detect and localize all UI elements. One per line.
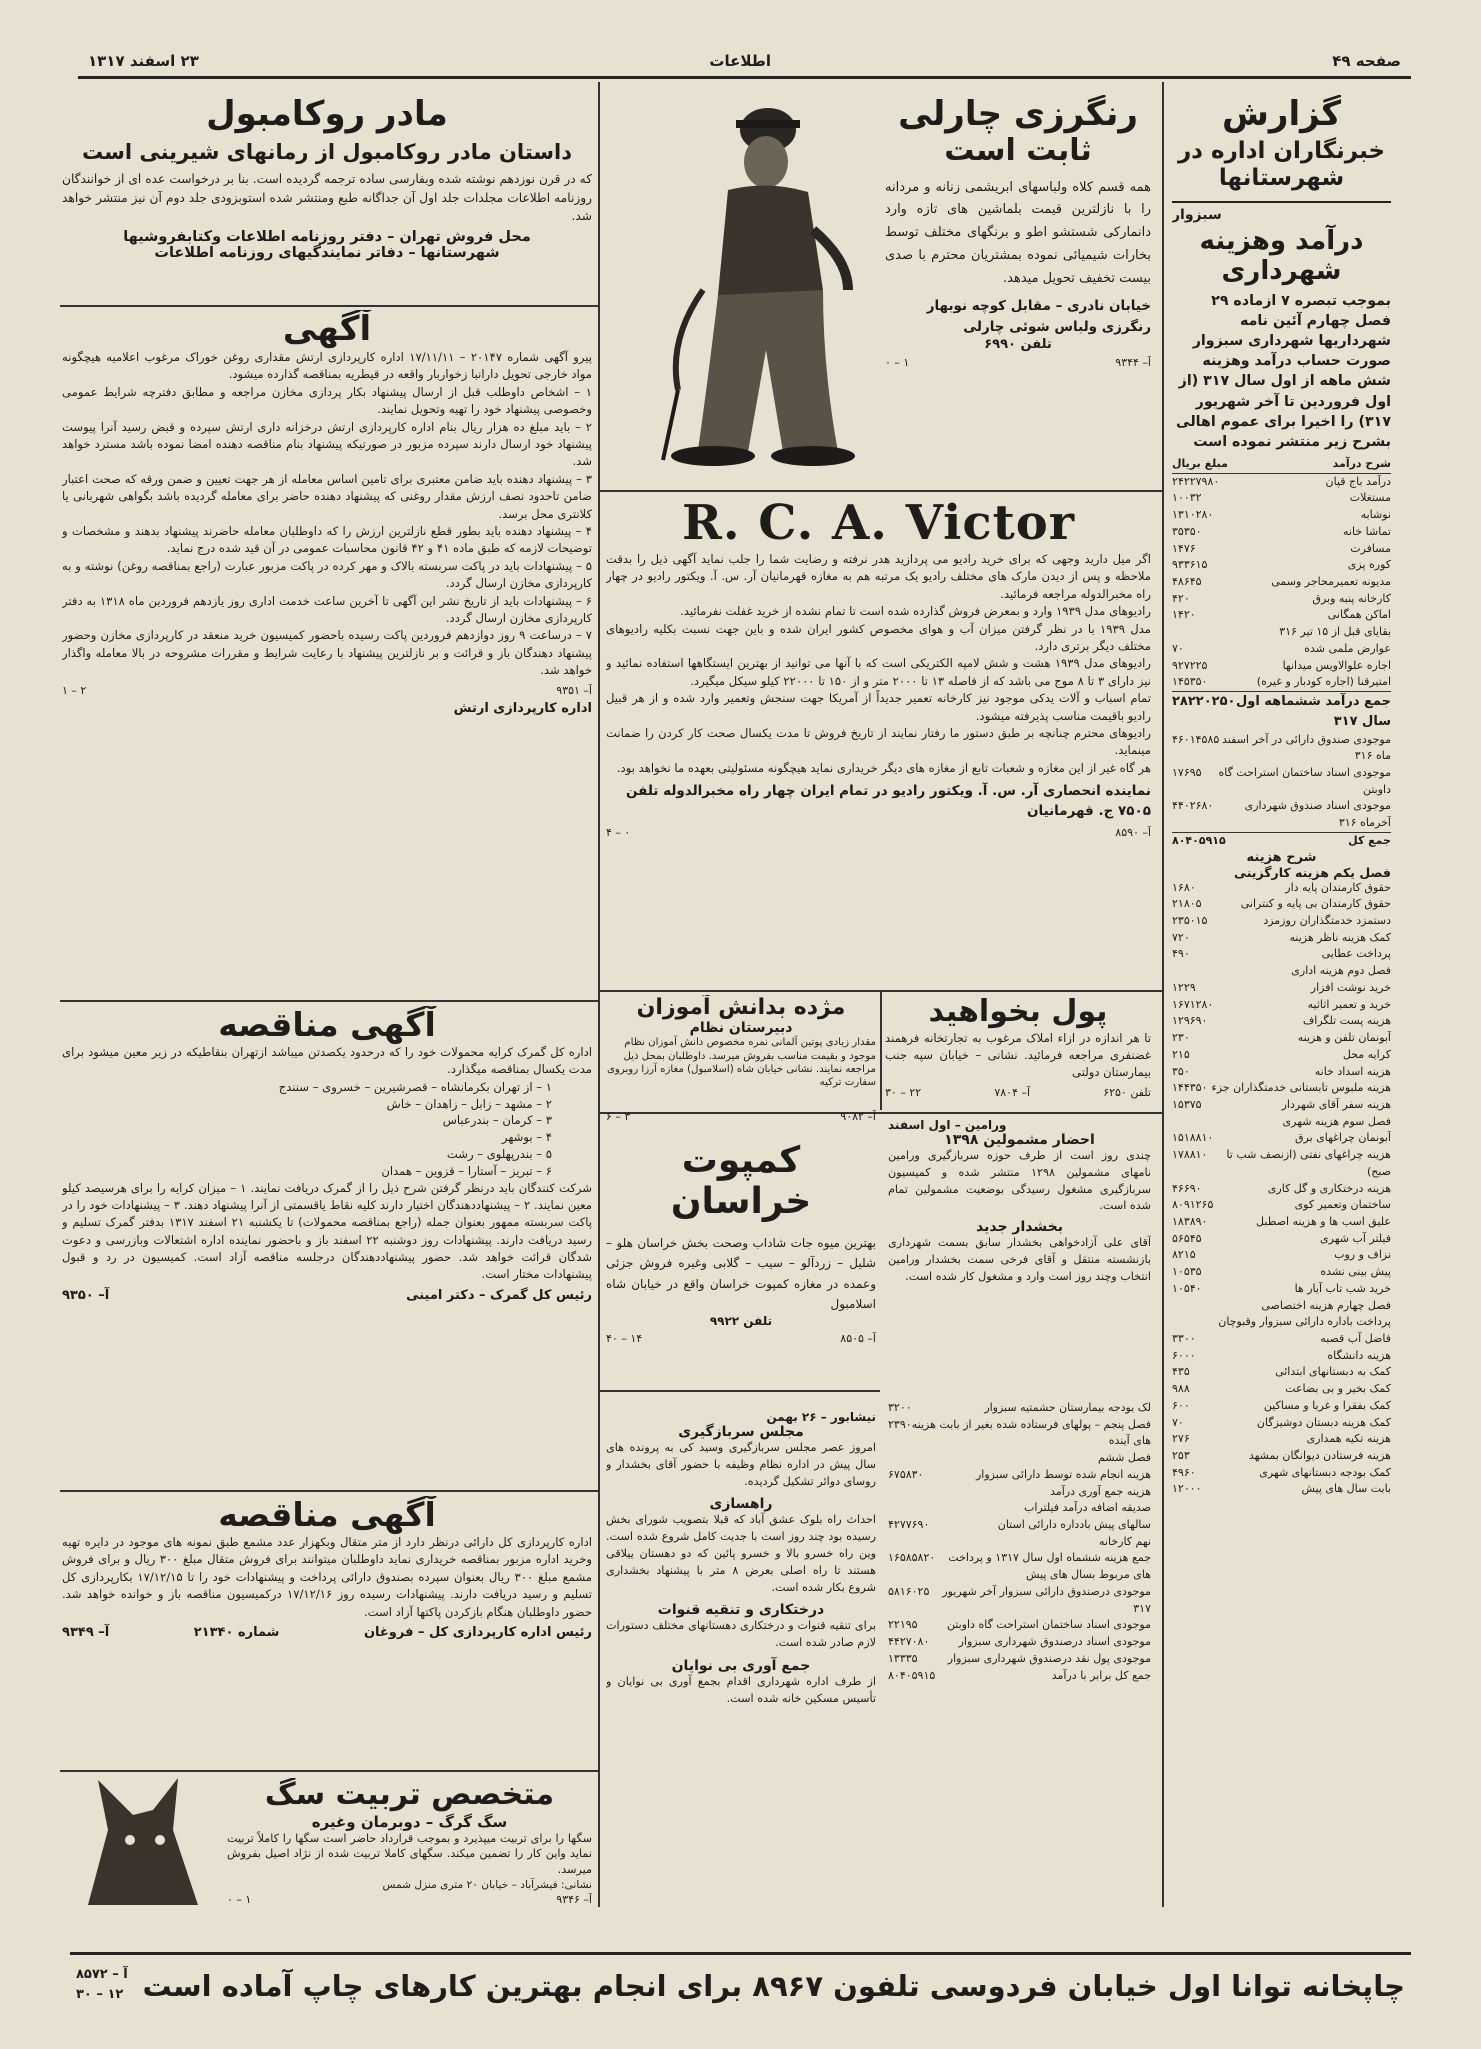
table-row: موجودی اسناد درصندوق شهرداری سبزوار ۴۴۲۷۰۸۰: [888, 1635, 1151, 1649]
footer-ad: [70, 1952, 1411, 2029]
table-row: کارخانه پنبه وبرق ۴۲۰: [1172, 591, 1391, 605]
section-rule: [60, 1000, 598, 1002]
dateline: سبزوار: [1172, 206, 1222, 223]
paragraph: ۳ – پیشنهاد دهنده باید ضامن معتبری برای تامین اساس معامله از هر جهت تعیین و ضمن ورقه که صحت اعتبار ضامن تاحدود نصف ارزش مقدار روغنی که پیشنهاد دهنده حاضر برای معامله گردیده باشد بگواهی شهربانی یا کلانتری محل برسد.: [62, 471, 592, 521]
rocambole-ad: مادر روکامبول داستان مادر روکامبول از رمانهای شیرینی است که در قرن نوزدهم نوشته شده وبفارسی ساده ترجمه گردیده است. بنا بر درخواست عده ای از خوانندگان روزنامه اطلاعات مجلدات جلد اول آن جداگانه طبع ومنتشر شده استوبزودی جلد دوم آن نیز منتشر خواهد شد. محل فروش تهران – دفتر روزنامه اطلاعات وکتابفروشیها شهرستانها – دفاتر نمایندگیهای روزنامه اطلاعات: [62, 95, 592, 262]
income-table: [1172, 474, 1391, 691]
ad-ref: آ– ۸۵۹۰ ۰ – ۴: [606, 825, 1151, 839]
table-row: هزینه فرستادن دیوانگان بمشهد ۲۵۳: [1172, 1449, 1391, 1463]
table-row: مستغلات ۱۰۰۳۲: [1172, 491, 1391, 505]
table-row: آبونمان تلفن و هزینه ۲۳۰: [1172, 1031, 1391, 1045]
table-row: سالهای پیش بادداره دارائی استان ۴۲۷۷۶۹۰: [888, 1518, 1151, 1532]
table-row: نزاف و روب ۸۲۱۵: [1172, 1248, 1391, 1262]
rca-ad: R. C. A. Victor اگر میل دارید وجهی که برای خرید رادیو می پردازید هدر نرفته و رضایت شما را جلب نماید آگهی ذیل را بدقت ملاحظه و پس از دیدن مارک های مختلف رادیو یک مرتبه هم به مغازه قهرمانیان آر. س. آ. ویکتور رادیو در چهار راه مخبرالدوله مراجعه فرمائید. رادیوهای مدل ۱۹۳۹ وارد و بمعرض فروش گذارده شده است تا تمام نشده از خرید غفلت نفرمائید. مدل ۱۹۳۹ با در نظر گرفتن میزان آب و هوای مخصوص کشور ایران شده و باین جهت نسبت بکلیه رادیوهای مختلف دیگر برتری دارد. رادیوهای مدل ۱۹۳۹ هشت و شش لامپه الکتریکی است که با آنها می توانید از بهترین ایستگاهها استفاده نمائید و نیز دارای ۳ تا ۸ موج می باشد که از فاصله ۱۳ تا ۲۰۰۰ متر و از ۱۵۰ تا ۲۲۰۰۰ کیلو سیکل میگیرد. تمام اسباب و آلات یدکی موجود نیز کارخانه تعمیر جدیداً از آمریکا جهت سنجش وتعمیر وارد شده و از هر قبیل رادیو باقیمت مناسب پذیرفته میشود. رادیوهای محترم چنانچه بر طبق دستور ما رفتار نمایند از تاریخ فروش تا مدت یکسال صحت کار کردن را ضمانت مینماید. هر گاه غیر از این مغازه و شعبات تابع از مغازه های دیگر خریداری نماید هیچگونه مسئولیتی بعهده ما نخواهد بود. نماینده انحصاری آر. س. آ. ویکتور رادیو در تمام ایران چهار راه مخبرالدوله تلفن ۷۵۰۵ ج. قهرمانیان آ– ۸۵۹۰ ۰ – ۴: [606, 495, 1151, 839]
army-body: [62, 349, 592, 679]
section-rule: [598, 990, 1162, 992]
section-rule: [60, 305, 598, 307]
paragraph: ۴ – پیشنهاد دهنده باید بطور قطع نازلترین ارزش را که داوطلبان معامله حاضرند پیشنهاد بدهند و مشخصات و توضیحات لازمه که طبق ماده ۴۱ و ۴۲ قانون محاسبات عمومی در آن قید شده درج نماید.: [62, 524, 592, 556]
ad-ref: آ– ۸۵۰۵ ۱۴ – ۴۰: [606, 1332, 876, 1346]
table-row: فیلتر آب شهری ۵۶۵۴۵: [1172, 1231, 1391, 1245]
signature: رئیس کل گمرک – دکتر امینی آ– ۹۳۵۰: [62, 1287, 592, 1303]
table-row: درآمد باج قپان ۲۴۲۲۷۹۸۰: [1172, 474, 1391, 488]
student-title: مژده بدانش آموزان: [636, 995, 846, 1020]
table-row: لک بودجه بیمارستان حشمتیه سبزوار ۳۲۰۰: [888, 1401, 1151, 1414]
table-row: موجودی صندوق دارائی در آخر اسفند ماه ۳۱۶ ۴۶۰۱۴۵۸۵: [1172, 732, 1391, 763]
table-row: هزینه سفر آقای شهردار ۱۵۳۷۵: [1172, 1097, 1391, 1111]
dog-icon: [68, 1778, 218, 1908]
chaplin-figure-icon: [608, 90, 878, 482]
continued-table: [888, 1400, 1151, 1684]
expense-title: شرح هزینه: [1246, 849, 1317, 865]
table-row: مدیونه تعمیرمحاجر وسمی ۴۸۶۴۵: [1172, 575, 1391, 589]
list-item: ۵ – بندرپهلوی – رشت: [446, 1146, 552, 1161]
income-total: جمع درآمد ششماهه اول سال ۳۱۷ ۲۸۲۲۰۲۵۰: [1172, 691, 1391, 732]
charlie-address: خیابان نادری – مقابل کوچه نوبهار رنگرزی ولباس شوئی چارلی: [926, 298, 1151, 335]
khorasan-title: کمپوت خراسان: [670, 1140, 812, 1223]
ad-ref: آ– ۹۳۴۶ ۱ – ۰: [227, 1892, 592, 1906]
paragraph: پیرو آگهی شماره ۲۰۱۴۷ – ۱۷/۱۱/۱۱ اداره کارپردازی ارتش مقداری روغن خوراک مرغوب اعلامیه هیچگونه مواد خارجی تحویل دارانبا زخواربار واقعه در قیطریه بمناقصه گذارده میشود.: [62, 350, 592, 382]
report-intro: بموجب تبصره ۷ ازماده ۲۹ فصل چهارم آئین نامه شهرداریها شهرداری سبزوار صورت حساب درآمد وهزینه شش ماهه از اول سال ۳۱۷ (از اول فروردین تا آخر شهریور ۳۱۷) را اخیرا برای عموم اهالی بشرح زیر منتشر نموده است: [1176, 292, 1391, 450]
table-row: هزینه انجام شده توسط دارائی سبزوار ۶۷۵۸۳۰: [888, 1467, 1151, 1481]
balance-table: [1172, 732, 1391, 832]
list-item: ۱ – از تهران بکرمانشاه – قصرشیرین – خسروی – سنندج: [278, 1079, 552, 1094]
charlie-ad: [885, 95, 1151, 485]
table-row: کمک بفقرا و غربا و مساکین ۶۰۰: [1172, 1398, 1391, 1412]
grand-total: جمع کل ۸۰۴۰۵۹۱۵: [1172, 832, 1391, 850]
table-row: موجودی اسناد صندوق شهرداری آخرماه ۳۱۶ ۴۴۰۲۶۸۰: [1172, 799, 1391, 830]
table-row: موجودی اسناد ساختمان استراحت گاه داوبتن ۲۲۱۹۵: [888, 1618, 1151, 1632]
section-rule: [60, 1770, 598, 1772]
table-row: فصل چهارم هزینه اختصاصی: [1261, 1298, 1391, 1312]
expense-table: [1172, 880, 1391, 1499]
varamin-news: ورامین – اول اسفند احضار مشمولین ۱۳۹۸ چندی روز است از طرف حوزه سربازگیری ورامین نامهای مشمولین ۱۲۹۸ منتشر شده و کمیسیون سربازگیری مشغول رسیدگی بوضعیت مشمولین تمام شده است. بخشدار جدید آقای علی آزادخواهی بخشدار سابق بسمت شهرداری بازنشسته منتقل و آقای فرخی سمت بخشدار ورامین انتخاب وچند روز است وارد و مشغول کار شده است.: [888, 1118, 1151, 1283]
charlie-subtitle: ثابت است: [944, 133, 1092, 169]
table-row: فصل پنجم – پولهای فرستاده شده بغیر از بابت هزینه های آینده ۲۳۹۰: [888, 1417, 1151, 1448]
army-title: آگهی: [282, 310, 372, 349]
section-rule: [598, 490, 1162, 492]
sabzevar-continued: [888, 1400, 1151, 1905]
table-row: موجودی اسناد ساختمان استراحت گاه داوبتن ۱۷۶۹۵: [1172, 766, 1391, 796]
list-item: ۳ – کرمان – بندرعباس: [442, 1113, 552, 1128]
student-ref: آ– ۹۰۸۲ ۳ – ۶: [606, 1110, 876, 1123]
expense-section: فصل یکم هزینه کارگزینی: [1234, 864, 1391, 880]
table-row: اجاره علوالاویس میدانها ۹۲۷۲۲۵: [1172, 658, 1391, 672]
rocambole-title: مادر روکامبول: [206, 95, 448, 134]
table-row: پرداخت باداره دارائی سبزوار وقبوچان: [1218, 1315, 1391, 1329]
list-item: ۴ – بوشهر: [501, 1130, 552, 1145]
list-item: ۶ – تبریز – آستارا – قزوین – همدان: [381, 1163, 552, 1178]
table-row: مسافرت ۱۴۷۶: [1172, 541, 1391, 555]
table-row: فاضل آب قصبه ۳۳۰۰: [1172, 1332, 1391, 1345]
table-row: تماشا خانه ۳۵۳۵۰: [1172, 524, 1391, 538]
table-row: فصل سوم هزینه شهری: [1282, 1114, 1391, 1128]
paper-name: اطلاعات: [709, 52, 771, 70]
table-row: حقوق کارمندان پایه دار ۱۶۸۰: [1172, 880, 1391, 894]
table-row: کمک بخیر و بی بضاعت ۹۸۸: [1172, 1382, 1391, 1396]
table-row: هزینه ملبوس تابستانی خدمتگذاران جزء ۱۴۴۳۵۰: [1172, 1081, 1391, 1095]
table-row: جمع هزینه ششماه اول سال ۱۳۱۷ و پرداخت های مربوط بسال های پیش ۱۶۵۸۵۸۲۰: [888, 1551, 1151, 1582]
table-row: صدیقه اضافه درآمد فیلتراب: [1024, 1501, 1151, 1515]
table-row: فصل دوم هزینه اداری: [1291, 964, 1391, 978]
table-row: هزینه دانشگاه ۶۰۰۰: [1172, 1348, 1391, 1362]
column-rule: [598, 82, 600, 1907]
paragraph: ۵ – پیشنهادات باید در پاکت سربسته بالاک و مهر کرده در پاکت مزبور عبارت (راجع بمناقصه روغن) نوشته و به کارپردازی مخازن ارسال گردد.: [62, 558, 592, 591]
table-row: اماکن همگانی ۱۴۲۰: [1172, 608, 1391, 622]
customs-title: آگهی مناقصه: [218, 1006, 436, 1044]
paragraph: ۶ – پیشنهادات باید از تاریخ نشر این آگهی تا آخرین ساعت خدمت اداری روز یازدهم فروردین ماه ۱۳۱۸ به دفتر کارپردازی مخازن ارسال گردد.: [62, 593, 592, 625]
table-row: آبونمان چراغهای برق ۱۵۱۸۸۱۰: [1172, 1131, 1391, 1145]
table-row: کمک بودجه دبستانهای شهری ۴۹۶۰: [1172, 1465, 1391, 1479]
rca-brand: R. C. A. Victor: [681, 495, 1076, 551]
tender-title: آگهی مناقصه: [218, 1496, 436, 1534]
table-row: کمک هزینه ناظر هزینه ۷۲۰: [1172, 930, 1391, 944]
paragraph: ۱ – اشخاص داوطلب قبل از ارسال پیشنهاد بکار پردازی مخازن مراجعه و مطابق دفترچه شرایط عمومی وخصوصی پیشنهاد خود را تهیه وتحویل نمایند.: [62, 384, 592, 417]
table-row: بابت سال های پیش ۱۲۰۰۰: [1172, 1482, 1391, 1496]
headline: درآمد وهزینه شهرداری: [1199, 225, 1364, 286]
paragraph: ۷ – درساعت ۹ روز دوازدهم فروردین پاکت رسیده باحضور کمیسیون خرید منعقد در کارپردازی مخازن وحضور پیشنهاد دهندگان باز و قرائت و بر نازلترین پیشنهاد با رعایت شرایط و مقررات مشروحه در بالا معامله واگذار خواهد شد.: [62, 628, 592, 678]
table-header: شرح درآمد مبلغ بریال: [1172, 456, 1391, 474]
table-row: علیق اسب ها و هزینه اصطبل ۱۸۳۸۹۰: [1172, 1214, 1391, 1228]
table-row: پیش بینی نشده ۱۰۵۳۵: [1172, 1265, 1391, 1279]
charlie-phone: تلفن ۶۹۹۰: [984, 336, 1052, 352]
table-row: کوره پزی ۹۳۳۶۱۵: [1172, 558, 1391, 572]
rocambole-subtitle: داستان مادر روکامبول از رمانهای شیرینی است: [81, 140, 573, 165]
khorasan-ad: کمپوت خراسان بهترین میوه جات شاداب وصحت بخش خراسان هلو – شلیل – زردآلو – سیب – گلابی وغیره فروش جزئی وعمده در مغازه کمپوت خراسان واقع در خیابان شاه اسلامبول تلفن ۹۹۲۲ آ– ۸۵۰۵ ۱۴ – ۴۰: [606, 1140, 876, 1346]
table-row: هزینه پست تلگراف ۱۲۹۶۹۰: [1172, 1014, 1391, 1028]
ad-ref: تلفن ۶۲۵۰ آ– ۷۸۰۴ ۲۲ – ۳۰: [885, 1085, 1151, 1099]
table-row: پرداخت عطایی ۴۹۰: [1172, 947, 1391, 961]
footer-ref: آ – ۸۵۷۲ ۱۲ – ۳۰: [76, 1967, 128, 2002]
column-rule: [1162, 82, 1164, 1907]
issue-date: ۲۳ اسفند ۱۳۱۷: [88, 52, 199, 70]
ad-ref: آ– ۹۳۴۴ ۱ – ۰: [885, 355, 1151, 369]
table-row: خرید نوشت افزار ۱۲۲۹: [1172, 980, 1391, 994]
dog-ad: متخصص تربیت سگ سگ گرگ – دوبرمان وغیره سگها را برای تربیت میپذیرد و بموجب قرارداد حاضر است سگها را کاملاً تربیت نماید واین کار را تضمین میکند. سگهای کاملا تربیت شده از نژاد اصیل بفروش میرسد. نشانی: فیشرآباد – خیابان ۲۰ متری منزل شمس آ– ۹۳۴۶ ۱ – ۰: [62, 1778, 592, 1908]
table-row: هزینه درختکاری و گل کاری ۴۶۶۹۰: [1172, 1181, 1391, 1195]
table-row: هزینه اسداد خانه ۳۵۰: [1172, 1064, 1391, 1078]
table-row: نوشابه ۱۳۱۰۲۸۰: [1172, 508, 1391, 522]
money-title: پول بخواهید: [928, 995, 1108, 1029]
dog-title: متخصص تربیت سگ: [264, 1778, 555, 1812]
table-row: کمک به دبستانهای ابتدائی ۴۳۵: [1172, 1365, 1391, 1379]
table-row: حقوق کارمندان بی پایه و کنترانی ۲۱۸۰۵: [1172, 897, 1391, 911]
table-row: خرید و تعمیر اثاثیه ۱۶۷۱۲۸۰: [1172, 997, 1391, 1011]
table-row: کمک هزینه دبستان دوشیزگان ۷۰: [1172, 1415, 1391, 1429]
charlie-title: رنگرزی چارلی: [898, 95, 1138, 134]
neyshabur-news: نیشابور – ۲۶ بهمن مجلس سربازگیری امروز عصر مجلس سربازگیری وسید کی به پرونده های سال پیش در اداره نظام وظیفه با حضور آقای بخشدار و روسای دوائر تشکیل گردیده. راهسازی احداث راه بلوک عشق آباد که قبلا بتصویب شورای بخش رسیده بود چند روز است با جدیت کامل شروع شده است. وین راه خسرو بالا و خسرو پائین که دو دهستان ییلاقی هستند تا راه اصلی بعرض ۸ متر با پیشنهاد بخشداری شروع بکار شده است. درختکاری و تنقیه قنوات برای تنقیه قنوات و درختکاری دهستانهای مختلف دستورات لازم صادر شده است. جمع آوری بی نوایان از طرف اداره شهرداری اقدام بجمع آوری بی نوایان و تأسیس مسکین خانه شده است.: [606, 1410, 876, 1705]
table-row: موجودی پول نقد درصندوق شهرداری سبزوار ۱۳۳۳۵: [888, 1651, 1151, 1665]
column-rule: [880, 990, 882, 1110]
section-rule: [60, 1490, 598, 1492]
money-ad: پول بخواهید تا هر اندازه در ازاء املاک مرغوب به تجارتخانه فرهمند غضنفری مراجعه فرمائید. نشانی – خیابان سپه جنب بیمارستان دولتی تلفن ۶۲۵۰ آ– ۷۸۰۴ ۲۲ – ۳۰: [885, 995, 1151, 1099]
report-column: [1172, 95, 1391, 1910]
table-row: خرید شب تاب آیار ها ۱۰۵۴۰: [1172, 1281, 1391, 1295]
student-ad: مژده بدانش آموزان دبیرستان نظام مقدار زیادی پوتین آلمانی نمره مخصوص دانش آموزان نظام موجود و بقیمت مناسب بفروش میرسد. داوطلبان بمحل ذیل مراجعه نمایند. نشانی خیابان شاه (اسلامبول) مغازه آرزا روبروی سفارت ترکیه: [606, 995, 876, 1089]
table-row: ساختمان وتعمیر کوی ۸۰۹۱۲۶۵: [1172, 1198, 1391, 1212]
table-row: جمع کل برابر با درآمد ۸۰۴۰۵۹۱۵: [888, 1668, 1151, 1682]
signature: اداره کارپردازی ارتش: [453, 700, 592, 716]
table-row: نهم کارخانه: [1099, 1534, 1151, 1548]
army-ad: [62, 310, 592, 998]
chaplin-illustration: [608, 90, 878, 482]
footer-text: چاپخانه توانا اول خیابان فردوسی تلفون ۸۹۶۷ برای انجام بهترین کارهای چاپ آماده است: [142, 1969, 1405, 2003]
paragraph: ۲ – باید مبلغ ده هزار ریال بنام اداره کارپردازی ارتش درخزانه داری ارتش سپرده و قبض رسید آنرا پیوست پیشنهاد خود ارسال دارند سپرده مزبور در صورتیکه پیشنهاد بنام مناقصه دهنده امضا نموده باشد مسترد خواهد شد.: [62, 419, 592, 469]
route-list: [62, 1079, 592, 1180]
charlie-body: همه قسم کلاه ولباسهای ابریشمی زنانه و مردانه را با نازلترین قیمت بلماشین های تازه وارد دانمارکی شستشو اطو و برنگهای مختلف توسط بخارات شیمیائی نموده بمشتریان محترم با صدی بیست تخفیف تحویل میدهد.: [885, 179, 1151, 286]
table-row: موجودی درصندوق دارائی سبزوار آخر شهریور ۳۱۷ ۵۸۱۶۰۲۵: [888, 1584, 1151, 1615]
table-row: کرایه محل ۲۱۵: [1172, 1047, 1391, 1061]
report-title: گزارش: [1221, 95, 1342, 134]
table-row: هزینه جمع آوری درآمد: [1050, 1484, 1151, 1498]
table-row: بقایای قبل از ۱۵ تیر ۳۱۶: [1279, 625, 1391, 639]
report-subtitle: خبرنگاران اداره در شهرستانها: [1177, 138, 1386, 191]
signature: رئیس اداره کارپردازی کل – فروغان شماره ۲۱۳۴۰ آ– ۹۳۴۹: [62, 1624, 592, 1640]
rca-agent: نماینده انحصاری آر. س. آ. ویکتور رادیو در تمام ایران چهار راه مخبرالدوله تلفن ۷۵۰۵ ج. قهرمانیان: [626, 783, 1151, 820]
table-row: هزینه تکیه همداری ۲۷۶: [1172, 1432, 1391, 1446]
customs-ad: آگهی مناقصه اداره کل گمرک کرایه محمولات خود را که درحدود یکصدتن میباشد ازتهران بنقاطیکه در زیر معین میشود برای مدت یکسال بمناقصه میگذارد. ۱ – از تهران بکرمانشاه – قصرشیرین – خسروی – سنندج ۲ – مشهد – زابل – زاهدان – خاش ۳ – کرمان – بندرعباس ۴ – بوشهر ۵ – بندرپهلوی – رشت ۶ – تبریز – آستارا – قزوین – همدان شرکت کنندگان باید درنظر گرفتن شرح ذیل را از گمرک دریافت نمایند. ۱ – میزان کرایه را برای هرسیصد کیلو معین نمایند. ۲ – پیشنهاددهندگان اختیار دارند کلیه نقاط یاقسمتی از آنرا پیشنهاد دهند. ۳ – پیشنهادات خود را در پاکت سربسته ممهور بعنوان جمله (راجع بمناقصه محمولات) تا یکشنبه ۲۱ اسفند ۱۳۱۷ بدفتر گمرک تسلیم و رسید دریافت دارند. پیشنهادات روز دوشنبه ۲۲ اسفند باز و باحضور نماینده اداره اشتعالات وبازرسی و دعوت شدگان قرائت خواهد شد. حضور پیشنهاددهندگان درجلسه مناقصه آزاد است. کمیسیون در رد و قبول پیشنهادات مختار است. رئیس کل گمرک – دکتر امینی آ– ۹۳۵۰: [62, 1006, 592, 1303]
table-row: دستمزد خدمتگذاران روزمزد ۲۳۵۰۱۵: [1172, 914, 1391, 928]
table-row: امتیرقنا (اجاره کودبار و غیره) ۱۴۵۳۵۰: [1172, 675, 1391, 689]
page-header: [78, 52, 1411, 79]
ad-ref: آ– ۹۳۵۱ ۲ – ۱: [62, 683, 592, 697]
list-item: ۲ – مشهد – زابل – زاهدان – خاش: [386, 1096, 552, 1111]
table-row: فصل ششم: [1098, 1451, 1151, 1465]
tender-ad: آگهی مناقصه اداره کارپردازی کل دارائی درنظر دارد از متر متقال وبکهزار عدد مشمع طبق نمونه های موجود در دایره تهیه وخرید اداره مزبور بمناقصه خریداری نماید داوطلبان میتوانند برای فروش متقال مبلغ ۳۰۰ ریال و برای فروش مشمع مبلغ ۳۰۰ ریال بعنوان سپرده بصندوق دارائی پرداخت و پیشنهادات خود را تا ۱۷/۱۲/۱۵ بکارپردازی کل تسلیم و رسید دریافت دارند. پیشنهادات رسیده روز ۱۷/۱۲/۱۶ درکمیسیون مناقصه باز و خوانده خواهد شد. حضور داوطلبان هنگام بازکردن پاکتها آزاد است. رئیس اداره کارپردازی کل – فروغان شماره ۲۱۳۴۰ آ– ۹۳۴۹: [62, 1496, 592, 1640]
table-row: هزینه چراغهای نفتی (ازنصف شب تا صبح) ۱۷۸۸۱۰: [1172, 1148, 1391, 1178]
page-number: صفحه ۴۹: [1332, 52, 1401, 70]
table-row: عوارض ملمی شده ۷۰: [1172, 641, 1391, 655]
